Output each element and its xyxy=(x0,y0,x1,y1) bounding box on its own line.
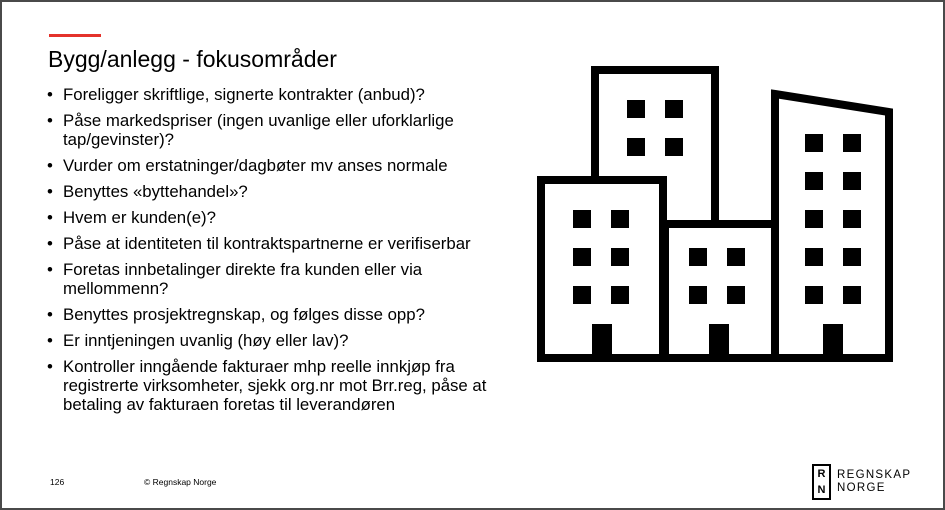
bullet-item: • Hvem er kunden(e)? xyxy=(46,208,526,227)
logo-text xyxy=(837,469,911,495)
title-accent-bar xyxy=(49,34,101,37)
office-buildings-icon xyxy=(537,64,897,369)
logo-line1: REGNSKAP xyxy=(837,469,912,481)
logo-mark xyxy=(812,464,831,500)
bullet-item: • Foreligger skriftlige, signerte kontrakter (anbud)? xyxy=(46,85,526,104)
bullet-item: • Benyttes «byttehandel»? xyxy=(46,182,526,201)
bullet-item: • Påse markedspriser (ingen uvanlige eller uforklarlige tap/gevinster)? xyxy=(46,111,526,149)
bullet-list xyxy=(46,85,526,421)
bullet-item: • Benyttes prosjektregnskap, og følges disse opp? xyxy=(46,305,526,324)
slide-title: Bygg/anlegg - fokusområder xyxy=(48,46,337,72)
logo-mark-bottom: N xyxy=(817,484,826,496)
bullet-item: • Påse at identiteten til kontraktspartnerne er verifiserbar xyxy=(46,234,526,253)
bullet-item: • Er inntjeningen uvanlig (høy eller lav)? xyxy=(46,331,526,350)
logo-line2: NORGE xyxy=(837,482,886,494)
page-number: 126 xyxy=(50,477,65,487)
bullet-item: • Kontroller inngående fakturaer mhp reelle innkjøp fra registrerte virksomheter, sjekk org.nr mot Brr.reg, påse at betaling av fakturaen foretas til leverandøren xyxy=(46,357,526,414)
bullet-item: • Vurder om erstatninger/dagbøter mv anses normale xyxy=(46,156,526,175)
logo-mark-top: R xyxy=(817,468,826,480)
bullet-item: • Foretas innbetalinger direkte fra kunden eller via mellommenn? xyxy=(46,260,526,298)
copyright-text: © Regnskap Norge xyxy=(144,477,217,487)
regnskap-norge-logo xyxy=(812,464,911,500)
office-buildings-svg xyxy=(537,64,897,364)
